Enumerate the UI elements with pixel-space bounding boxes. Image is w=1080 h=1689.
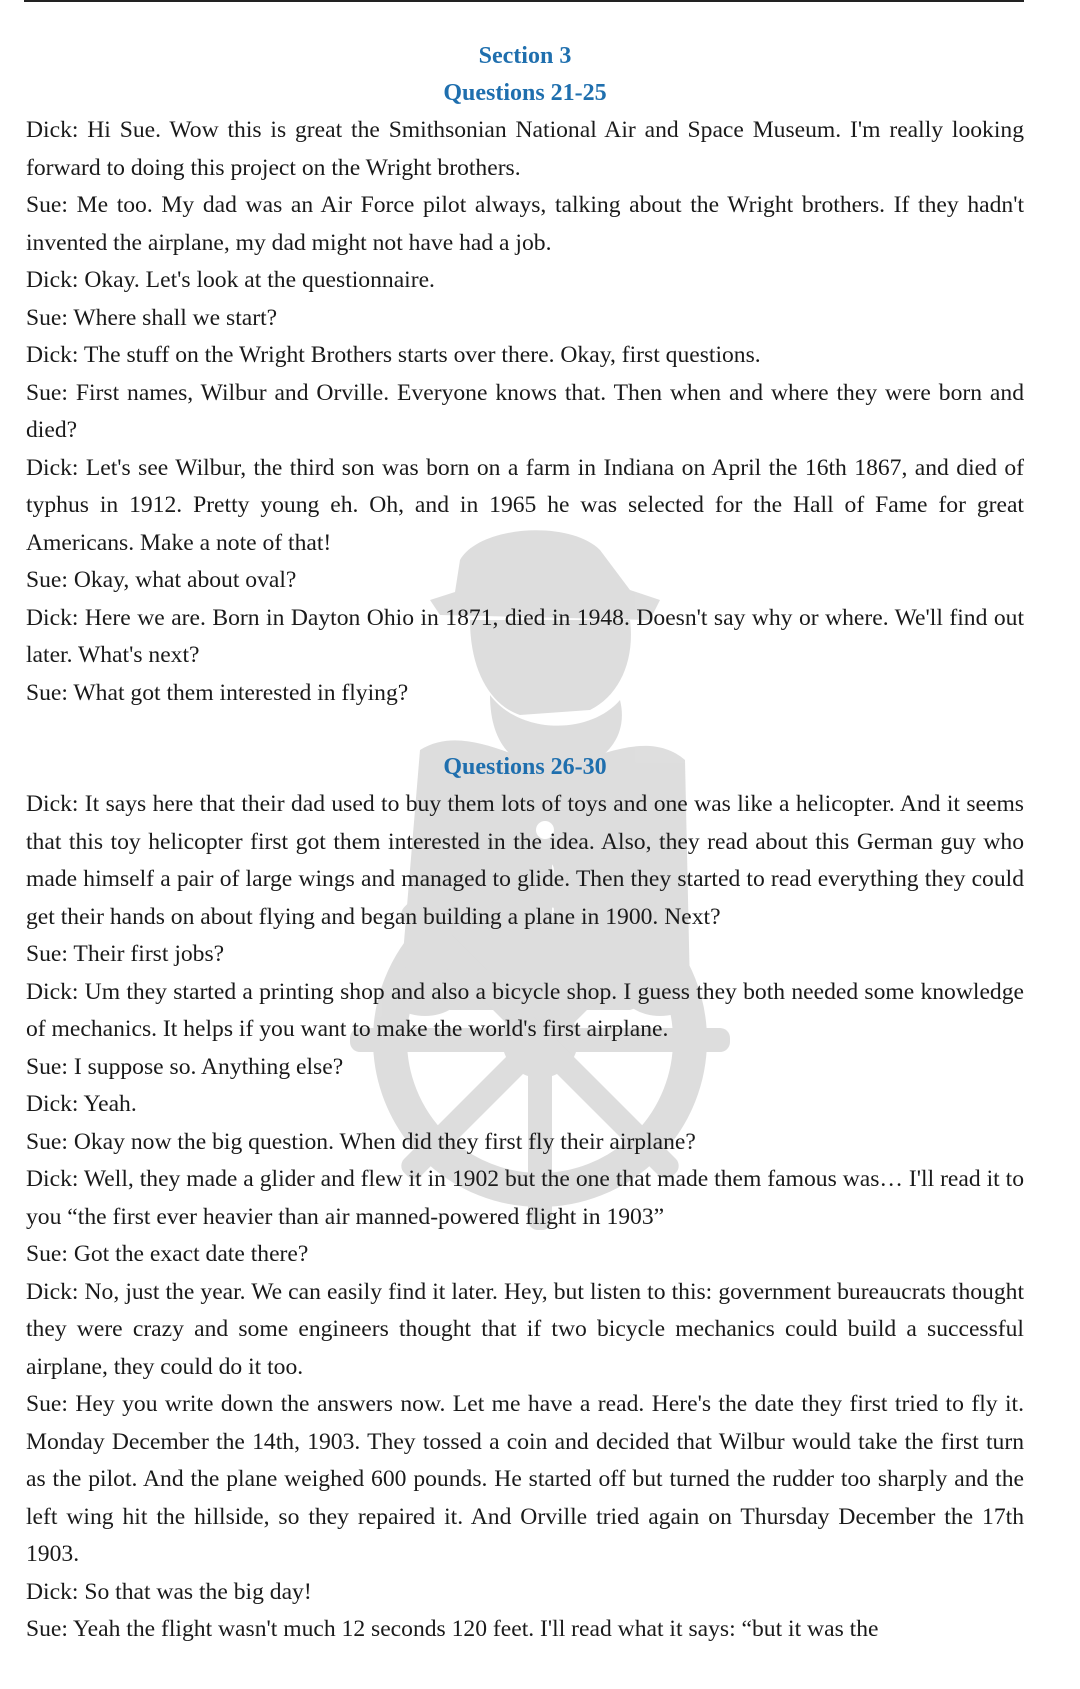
questions-heading-26-30: Questions 26-30 (443, 754, 607, 780)
transcript-page (26, 38, 1024, 1649)
dialogue-line: Sue: Okay, what about oval? (26, 567, 297, 593)
dialogue-line: Dick: Hi Sue. Wow this is great the Smithsonian National Air and Space Museum. I'm really looking forward to doing this project on the Wright brothers. (26, 117, 1024, 181)
dialogue-line: Sue: I suppose so. Anything else? (26, 1053, 344, 1080)
dialogue-line: Dick: Let's see Wilbur, the third son was born on a farm in Indiana on April the 16th 1867, and died of typhus in 1912. Pretty young eh. Oh, and in 1965 he was selected for the Hall of Fame for great Americans. Make a note of that! (26, 454, 1024, 556)
dialogue-line: Sue: Where shall we start? (26, 304, 278, 331)
dialogue-line: Sue: Got the exact date there? (26, 1241, 309, 1267)
dialogue-line: Dick: The stuff on the Wright Brothers starts over there. Okay, first questions. (26, 342, 761, 368)
dialogue-line: Sue: What got them interested in flying? (26, 679, 409, 706)
dialogue-line: Dick: Yeah. (26, 1091, 137, 1117)
dialogue-line: Dick: Um they started a printing shop and also a bicycle shop. I guess they both needed some knowledge of mechanics. It helps if you want to make the world's first airplane. (26, 978, 1024, 1042)
dialogue-line: Sue: Hey you write down the answers now. Let me have a read. Here's the date they first tried to fly it. Monday December the 14th, 1903. They tossed a coin and decided that Wilbur would take the first turn as the pilot. And the plane weighed 600 pounds. He started off but turned the rudder too sharply and the left wing hit the hillside, so they repaired it. And Orville tried again on Thursday December the 17th 1903. (26, 1391, 1024, 1567)
dialogue-line: Dick: No, just the year. We can easily find it later. Hey, but listen to this: government bureaucrats thought they were crazy and some engineers thought that if two bicycle mechanics could build a successful airplane, they could do it too. (26, 1278, 1024, 1380)
dialogue-line: Dick: Here we are. Born in Dayton Ohio in 1871, died in 1948. Doesn't say why or where. We'll find out later. What's next? (26, 604, 1024, 668)
dialogue-line: Dick: Okay. Let's look at the questionnaire. (26, 267, 435, 293)
dialogue-line: Dick: Well, they made a glider and flew it in 1902 but the one that made them famous was… I'll read it to you “the first ever heavier than air manned-powered flight in 1903” (26, 1166, 1024, 1230)
dialogue-line: Sue: First names, Wilbur and Orville. Everyone knows that. Then when and where they were born and died? (26, 379, 1024, 443)
questions-heading-21-25: Questions 21-25 (443, 80, 607, 106)
dialogue-line: Sue: Their first jobs? (26, 941, 225, 967)
dialogue-line: Sue: Yeah the flight wasn't much 12 seconds 120 feet. I'll read what it says: “but it was the (26, 1616, 879, 1642)
dialogue-line: Dick: It says here that their dad used to buy them lots of toys and one was like a helicopter. And it seems that this toy helicopter first got them interested in the idea. Also, they read about this German guy who made himself a pair of large wings and managed to glide. Then they started to read everything they could get their hands on about flying and began building a plane in 1900. Next? (26, 791, 1024, 930)
dialogue-line: Sue: Me too. My dad was an Air Force pilot always, talking about the Wright brothers. If they hadn't invented the airplane, my dad might not have had a job. (26, 192, 1024, 256)
top-rule (24, 0, 1024, 2)
dialogue-line: Sue: Okay now the big question. When did they first fly their airplane? (26, 1128, 696, 1155)
dialogue-line: Dick: So that was the big day! (26, 1578, 312, 1605)
section-title: Section 3 (478, 43, 572, 69)
